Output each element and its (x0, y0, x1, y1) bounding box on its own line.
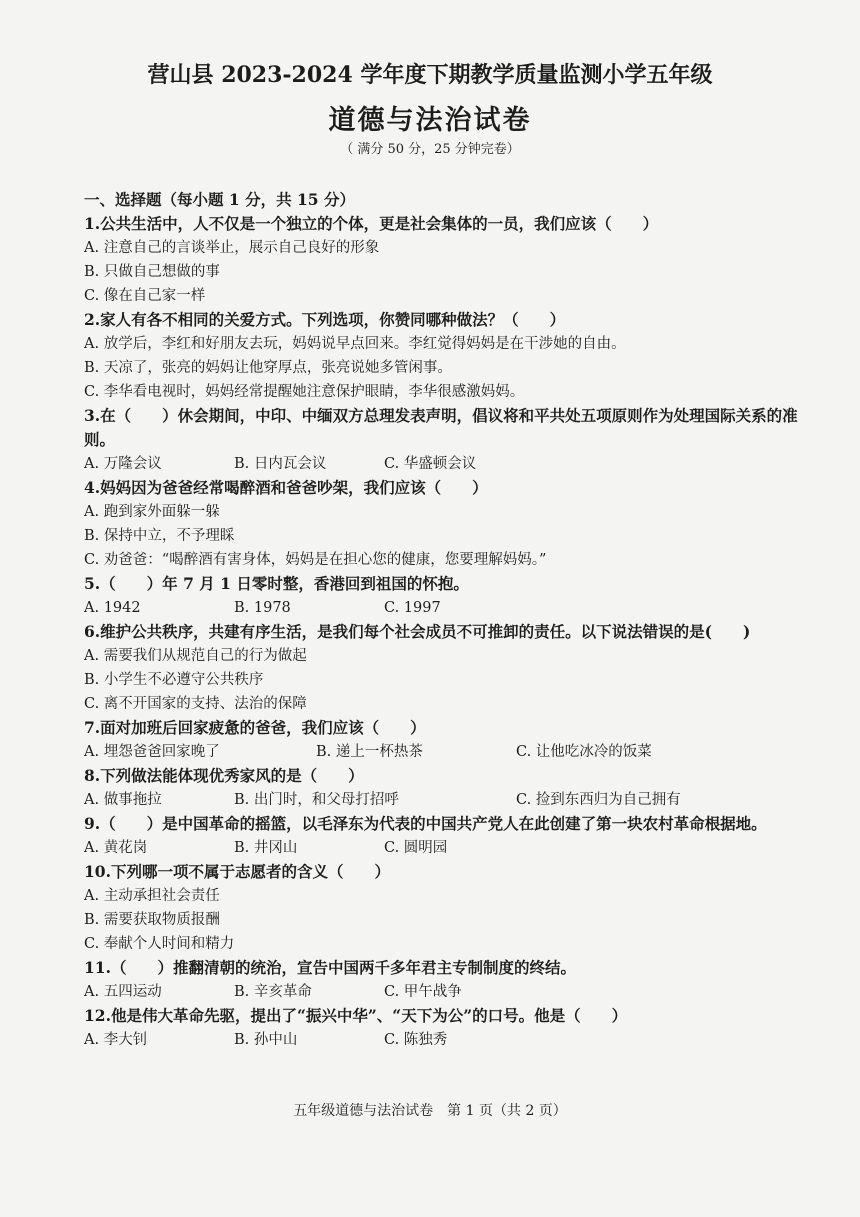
option-12b: B. 孙中山 (234, 1032, 298, 1048)
option-11c: C. 甲午战争 (384, 984, 462, 1000)
options-row-5 (84, 596, 808, 620)
option-7a: A. 埋怨爸爸回家晚了 (84, 744, 220, 760)
option-7b: B. 递上一杯热茶 (316, 744, 423, 760)
option-2c: C. 李华看电视时，妈妈经常提醒她注意保护眼睛，李华很感激妈妈。 (84, 384, 525, 400)
option-3b: B. 日内瓦会议 (234, 456, 327, 472)
question-10: 10.下列哪一项不属于志愿者的含义（ ） (84, 862, 390, 881)
option-9a: A. 黄花岗 (84, 840, 148, 856)
exam-title-subject: 道德与法治试卷 (328, 105, 532, 136)
options-row-8 (84, 788, 808, 812)
question-3: 3.在（ ）休会期间，中印、中缅双方总理发表声明，倡议将和平共处五项原则作为处理国际关系的准则。 (84, 406, 798, 449)
option-8b: B. 出门时，和父母打招呼 (234, 792, 399, 808)
option-10c: C. 奉献个人时间和精力 (84, 936, 235, 952)
question-5: 5.（ ）年 7 月 1 日零时整，香港回到祖国的怀抱。 (84, 574, 469, 593)
question-section (84, 188, 808, 1052)
option-8a: A. 做事拖拉 (84, 792, 162, 808)
option-9c: C. 圆明园 (384, 840, 448, 856)
option-5b: B. 1978 (234, 600, 291, 616)
option-8c: C. 捡到东西归为自己拥有 (516, 792, 681, 808)
option-3c: C. 华盛顿会议 (384, 456, 477, 472)
options-row-11 (84, 980, 808, 1004)
question-9: 9.（ ）是中国革命的摇篮，以毛泽东为代表的中国共产党人在此创建了第一块农村革命根据地。 (84, 814, 767, 833)
question-7: 7.面对加班后回家疲惫的爸爸，我们应该（ ） (84, 718, 426, 737)
option-2a: A. 放学后，李红和好朋友去玩，妈妈说早点回来。李红觉得妈妈是在干涉她的自由。 (84, 336, 626, 352)
option-10b: B. 需要获取物质报酬 (84, 912, 220, 928)
option-11b: B. 辛亥革命 (234, 984, 312, 1000)
question-2: 2.家人有各不相同的关爱方式。下列选项，你赞同哪种做法？（ ） (84, 310, 566, 329)
exam-title-line1: 营山县 2023-2024 学年度下期教学质量监测小学五年级 (147, 62, 713, 88)
option-6a: A. 需要我们从规范自己的行为做起 (84, 648, 307, 664)
option-9b: B. 井冈山 (234, 840, 298, 856)
question-11: 11.（ ）推翻清朝的统治，宣告中国两千多年君主专制制度的终结。 (84, 958, 576, 977)
option-5c: C. 1997 (384, 600, 441, 616)
option-4b: B. 保持中立，不予理睬 (84, 528, 235, 544)
option-12a: A. 李大钊 (84, 1032, 148, 1048)
option-1c: C. 像在自己家一样 (84, 288, 206, 304)
question-1: 1.公共生活中，人不仅是一个独立的个体，更是社会集体的一员，我们应该（ ） (84, 214, 659, 233)
options-row-12 (84, 1028, 808, 1052)
options-row-3 (84, 452, 808, 476)
exam-score-note: （ 满分 50 分，25 分钟完卷） (340, 142, 520, 157)
question-6: 6.维护公共秩序，共建有序生活，是我们每个社会成员不可推卸的责任。以下说法错误的是( ) (84, 622, 751, 641)
options-row-7 (84, 740, 808, 764)
option-1b: B. 只做自己想做的事 (84, 264, 220, 280)
question-12: 12.他是伟大革命先驱，提出了“振兴中华”、“天下为公”的口号。他是（ ） (84, 1006, 628, 1025)
option-12c: C. 陈独秀 (384, 1032, 448, 1048)
option-6b: B. 小学生不必遵守公共秩序 (84, 672, 264, 688)
page-footer: 五年级道德与法治试卷 第 1 页（共 2 页） (293, 1103, 567, 1119)
option-6c: C. 离不开国家的支持、法治的保障 (84, 696, 307, 712)
question-8: 8.下列做法能体现优秀家风的是（ ） (84, 766, 364, 785)
option-5a: A. 1942 (84, 600, 141, 616)
option-11a: A. 五四运动 (84, 984, 162, 1000)
option-3a: A. 万隆会议 (84, 456, 162, 472)
option-7c: C. 让他吃冰冷的饭菜 (516, 744, 652, 760)
option-1a: A. 注意自己的言谈举止，展示自己良好的形象 (84, 240, 380, 256)
option-2b: B. 天凉了，张亮的妈妈让他穿厚点，张亮说她多管闲事。 (84, 360, 452, 376)
option-4a: A. 跑到家外面躲一躲 (84, 504, 220, 520)
section-heading: 一、选择题（每小题 1 分，共 15 分） (84, 190, 355, 209)
option-4c: C. 劝爸爸：“喝醉酒有害身体，妈妈是在担心您的健康，您要理解妈妈。” (84, 552, 547, 568)
option-10a: A. 主动承担社会责任 (84, 888, 220, 904)
options-row-9 (84, 836, 808, 860)
question-4: 4.妈妈因为爸爸经常喝醉酒和爸爸吵架，我们应该（ ） (84, 478, 488, 497)
